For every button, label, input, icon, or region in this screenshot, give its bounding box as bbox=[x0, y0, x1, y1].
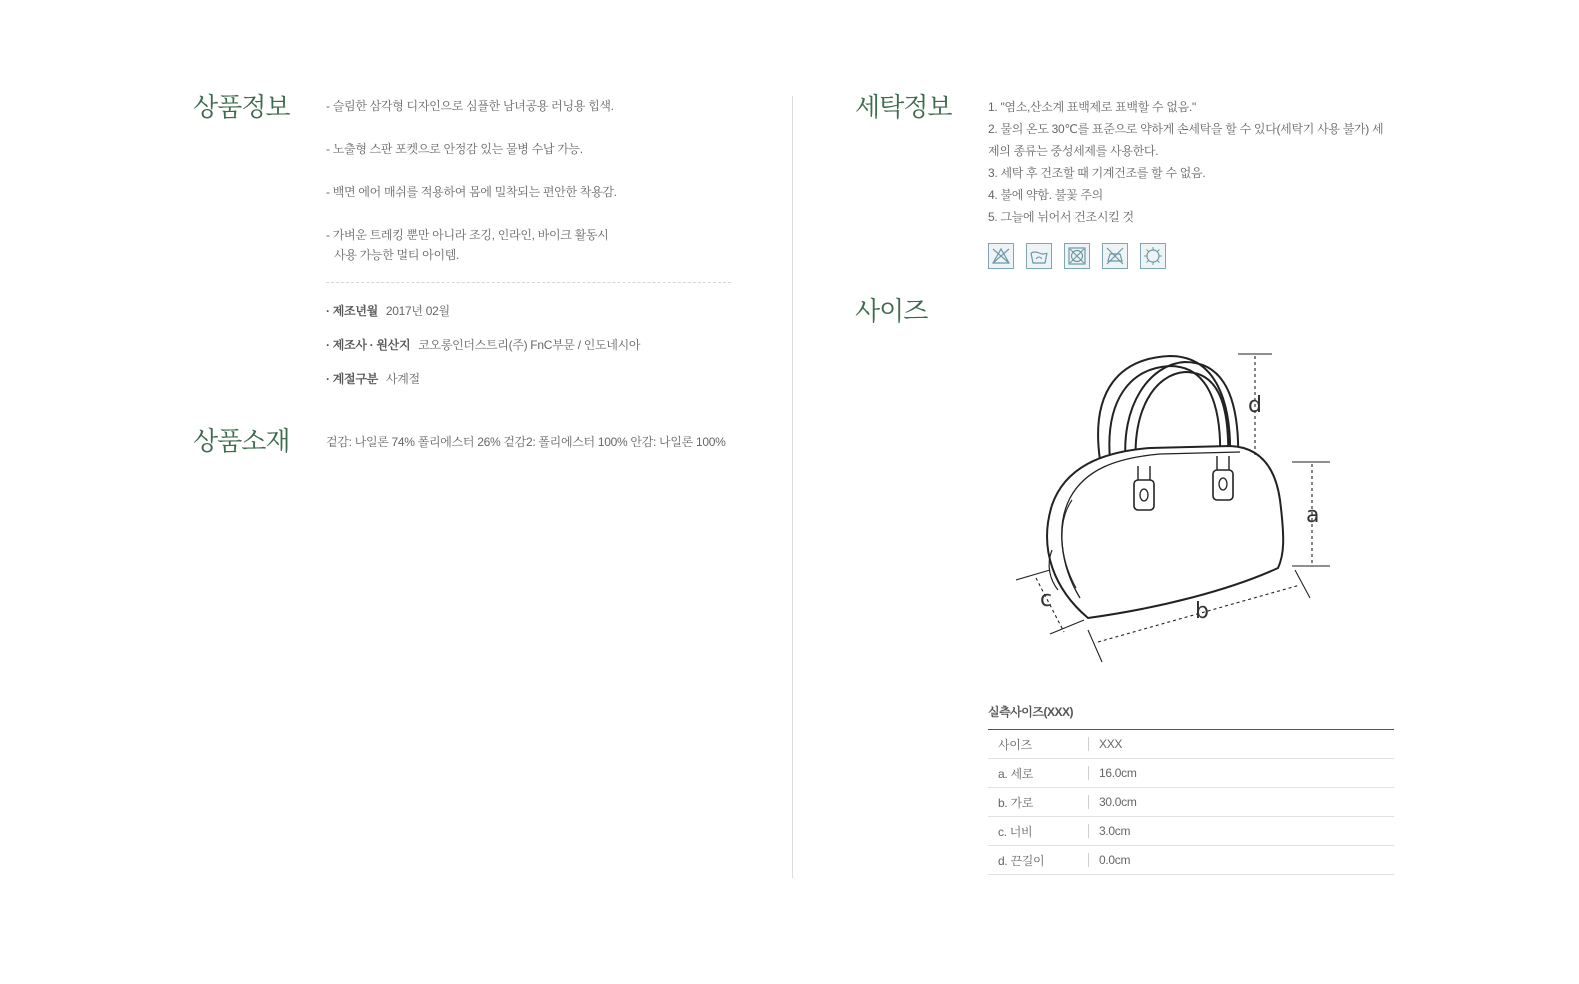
size-table-title: 실측사이즈(XXX) bbox=[988, 705, 1073, 719]
product-info-list bbox=[326, 96, 746, 288]
size-value: 30.0cm bbox=[1088, 795, 1137, 809]
shade-dry-icon bbox=[1140, 243, 1166, 269]
size-label: 사이즈 bbox=[988, 730, 1078, 759]
size-label: d. 끈길이 bbox=[988, 846, 1078, 875]
spec-key: · 제조사 · 원산지 bbox=[326, 338, 411, 352]
size-label: c. 너비 bbox=[988, 817, 1078, 846]
product-info-text: - 노출형 스판 포켓으로 안정감 있는 물병 수납 가능. bbox=[326, 142, 583, 156]
size-value: 0.0cm bbox=[1088, 853, 1130, 867]
no-bleach-icon bbox=[988, 243, 1014, 269]
spec-key: · 제조년월 bbox=[326, 304, 378, 318]
size-label: a. 세로 bbox=[988, 759, 1078, 788]
table-row bbox=[988, 846, 1394, 875]
spec-value: 사계절 bbox=[385, 372, 420, 386]
washing-item: 2. 물의 온도 30℃를 표준으로 약하게 손세탁을 할 수 있다(세탁기 사용 불가) 세제의 종류는 중성세제를 사용한다. bbox=[988, 122, 1384, 158]
dimension-label-c: c bbox=[1040, 587, 1053, 612]
washing-item: 4. 불에 약함. 불꽃 주의 bbox=[988, 188, 1103, 202]
size-value: XXX bbox=[1088, 737, 1122, 751]
size-value: 16.0cm bbox=[1088, 766, 1137, 780]
bag-size-diagram bbox=[1010, 350, 1380, 680]
size-table bbox=[988, 729, 1394, 875]
washing-list bbox=[988, 96, 1388, 228]
hand-wash-icon bbox=[1026, 243, 1052, 269]
product-info-item bbox=[326, 182, 746, 202]
product-info-text: - 슬림한 삼각형 디자인으로 심플한 남녀공용 러닝용 힙색. bbox=[326, 99, 614, 113]
size-label: b. 가로 bbox=[988, 788, 1078, 817]
size-value-cell bbox=[1078, 846, 1394, 875]
product-info-item bbox=[326, 139, 746, 159]
material-title: 상품소재 bbox=[193, 427, 290, 457]
spec-value: 2017년 02월 bbox=[385, 304, 450, 318]
no-iron-icon bbox=[1102, 243, 1128, 269]
spec-list bbox=[326, 301, 640, 403]
product-info-text: - 백면 에어 매쉬를 적용하여 몸에 밀착되는 편안한 착용감. bbox=[326, 185, 617, 199]
washing-item: 5. 그늘에 뉘어서 건조시킬 것 bbox=[988, 210, 1134, 224]
spec-value: 코오롱인더스트리(주) FnC부문 / 인도네시아 bbox=[418, 338, 641, 352]
washing-item: 1. "염소,산소계 표백제로 표백할 수 없음." bbox=[988, 100, 1196, 114]
table-row bbox=[988, 759, 1394, 788]
washing-item: 3. 세탁 후 건조할 때 기계건조를 할 수 없음. bbox=[988, 166, 1206, 180]
size-value-cell bbox=[1078, 817, 1394, 846]
table-row bbox=[988, 788, 1394, 817]
size-title: 사이즈 bbox=[855, 297, 928, 327]
table-row bbox=[988, 730, 1394, 759]
no-tumble-dry-icon bbox=[1064, 243, 1090, 269]
care-icons bbox=[988, 243, 1166, 269]
spec-item bbox=[326, 301, 640, 335]
spec-key: · 계절구분 bbox=[326, 372, 378, 386]
size-value-cell bbox=[1078, 730, 1394, 759]
spec-item bbox=[326, 369, 640, 403]
size-value-cell bbox=[1078, 788, 1394, 817]
washing-title: 세탁정보 bbox=[855, 93, 952, 123]
spec-item bbox=[326, 335, 640, 369]
product-info-item bbox=[326, 225, 746, 265]
dimension-label-a: a bbox=[1306, 503, 1320, 528]
product-info-text: - 가벼운 트레킹 뿐만 아니라 조깅, 인라인, 바이크 활동시 bbox=[326, 228, 609, 242]
dashed-divider bbox=[326, 282, 731, 283]
size-value-cell bbox=[1078, 759, 1394, 788]
dimension-label-d: d bbox=[1248, 393, 1262, 418]
product-info-title: 상품정보 bbox=[193, 93, 290, 123]
product-info-text: 사용 가능한 멀티 아이템. bbox=[334, 248, 460, 262]
product-info-item bbox=[326, 96, 746, 116]
table-row bbox=[988, 817, 1394, 846]
column-divider bbox=[792, 96, 793, 878]
size-value: 3.0cm bbox=[1088, 824, 1130, 838]
dimension-label-b: b bbox=[1195, 599, 1209, 624]
material-text: 겉감: 나일론 74% 폴리에스터 26% 겉감2: 폴리에스터 100% 안감: 나일론 100% bbox=[326, 435, 726, 449]
